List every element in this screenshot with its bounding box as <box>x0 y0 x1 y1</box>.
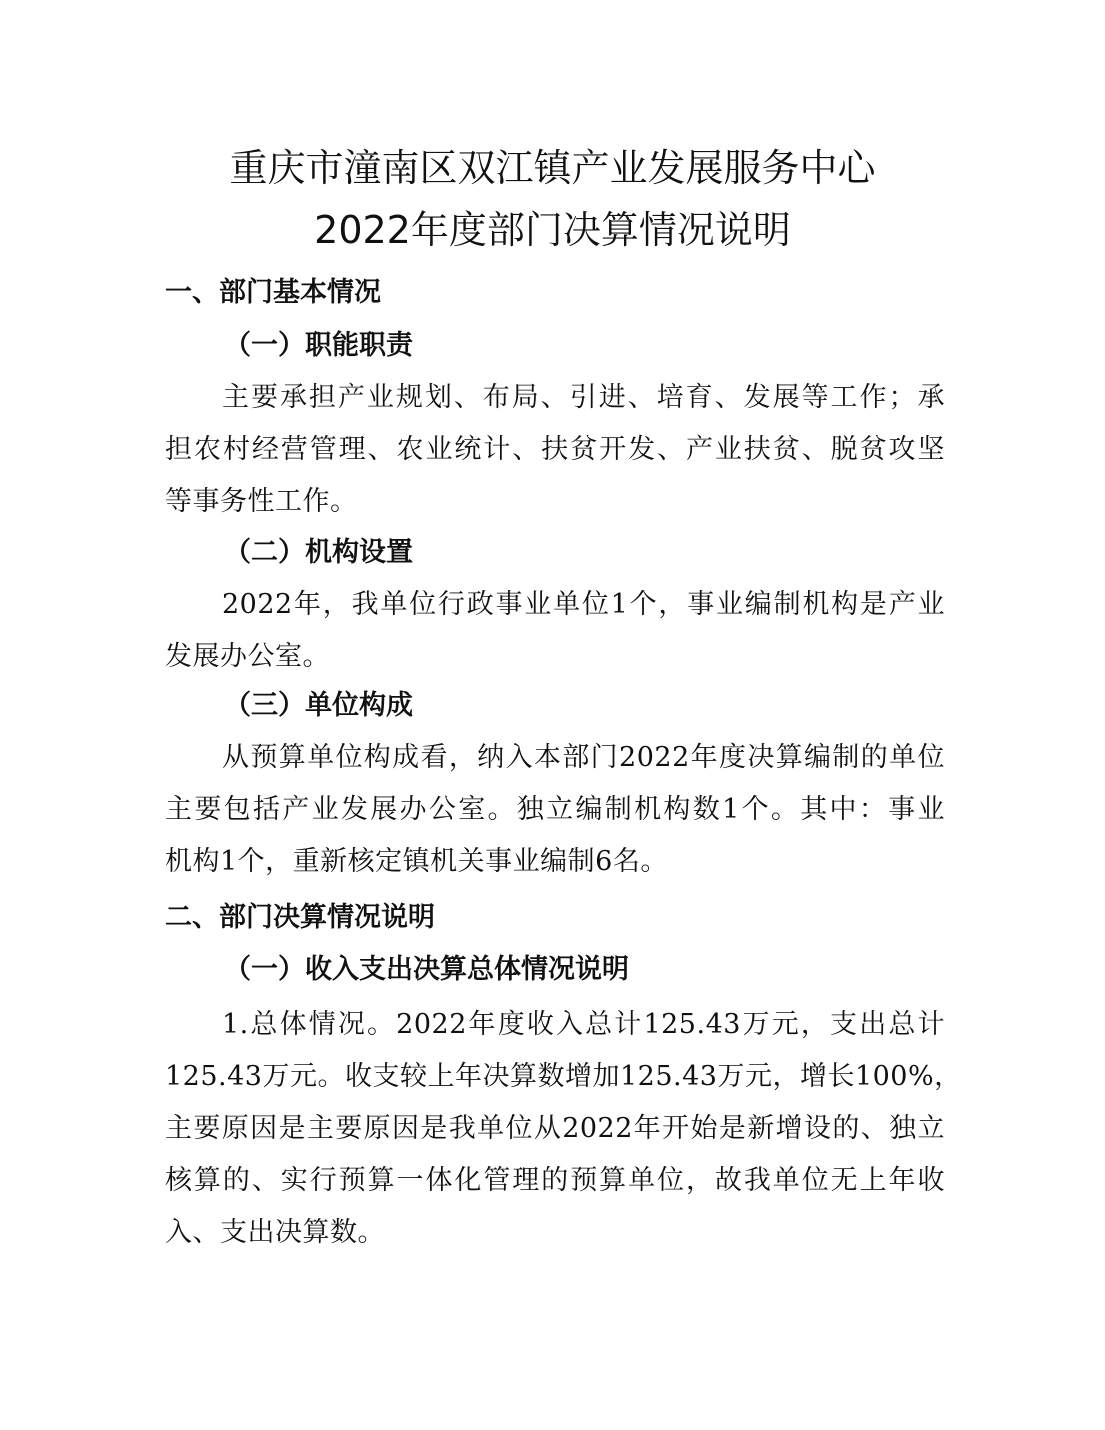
paragraph-line: 机构1个，重新核定镇机关事业编制6名。 <box>165 846 668 877</box>
document-title-line-1: 重庆市潼南区双江镇产业发展服务中心 <box>229 146 876 190</box>
paragraph-line: 1.总体情况。2022年度收入总计125.43万元，支出总计 <box>222 1009 945 1040</box>
subsection-heading-organization: （二）机构设置 <box>224 537 413 568</box>
paragraph-line: 担农村经营管理、农业统计、扶贫开发、产业扶贫、脱贫攻坚 <box>165 434 945 465</box>
paragraph-line: 等事务性工作。 <box>165 486 358 517</box>
paragraph-line: 入、支出决算数。 <box>165 1217 385 1248</box>
subsection-heading-composition: （三）单位构成 <box>224 690 413 721</box>
paragraph-line: 125.43万元。收支较上年决算数增加125.43万元，增长100%， <box>165 1061 962 1092</box>
paragraph-line: 主要包括产业发展办公室。独立编制机构数1个。其中：事业 <box>165 794 945 825</box>
section-heading-final-accounts: 二、部门决算情况说明 <box>165 902 435 933</box>
paragraph-line: 核算的、实行预算一体化管理的预算单位，故我单位无上年收 <box>165 1165 945 1196</box>
paragraph-line: 发展办公室。 <box>165 641 330 672</box>
paragraph-line: 从预算单位构成看，纳入本部门2022年度决算编制的单位 <box>222 742 945 773</box>
subsection-heading-income-expenditure: （一）收入支出决算总体情况说明 <box>224 954 629 985</box>
document-title-line-2: 2022年度部门决算情况说明 <box>314 208 791 252</box>
paragraph-line: 2022年，我单位行政事业单位1个，事业编制机构是产业 <box>222 589 945 620</box>
paragraph-line: 主要原因是主要原因是我单位从2022年开始是新增设的、独立 <box>165 1113 945 1144</box>
section-heading-basic-info: 一、部门基本情况 <box>165 277 381 308</box>
paragraph-line: 主要承担产业规划、布局、引进、培育、发展等工作；承 <box>222 382 945 413</box>
subsection-heading-functions: （一）职能职责 <box>224 330 413 361</box>
